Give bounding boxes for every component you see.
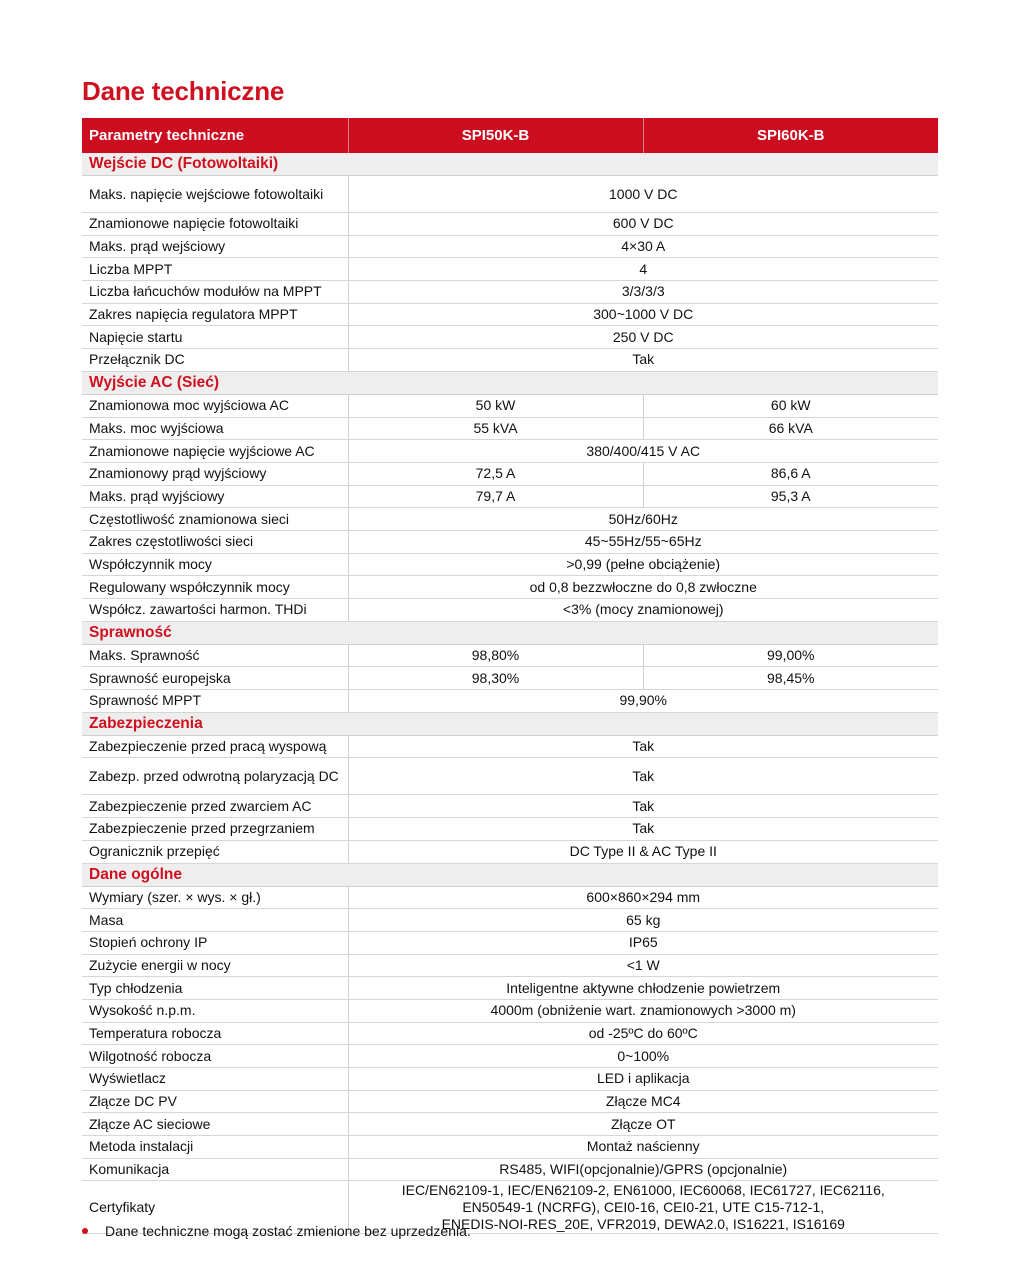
table-row bbox=[82, 394, 938, 417]
value-spi50k: 50 kW bbox=[348, 394, 643, 417]
value-shared: Tak bbox=[348, 735, 938, 758]
value-spi50k: 98,30% bbox=[348, 667, 643, 690]
value-shared: Złącze MC4 bbox=[348, 1090, 938, 1113]
table-row bbox=[82, 886, 938, 909]
header-model-spi50k: SPI50K-B bbox=[348, 118, 643, 153]
certificate-line: EN50549-1 (NCRFG), CEI0-16, CEI0-21, UTE C15-712-1, bbox=[462, 1198, 825, 1215]
row-label: Maks. prąd wyjściowy bbox=[82, 485, 348, 508]
row-label: Wilgotność robocza bbox=[82, 1045, 348, 1068]
value-spi60k: 95,3 A bbox=[643, 485, 938, 508]
value-shared: Montaż naścienny bbox=[348, 1136, 938, 1159]
table-row bbox=[82, 530, 938, 553]
page-title: Dane techniczne bbox=[82, 76, 285, 106]
row-label: Maks. moc wyjściowa bbox=[82, 417, 348, 440]
table-row bbox=[82, 1090, 938, 1113]
value-shared: 0~100% bbox=[348, 1045, 938, 1068]
row-label: Stopień ochrony IP bbox=[82, 931, 348, 954]
row-label: Znamionowa moc wyjściowa AC bbox=[82, 394, 348, 417]
section-header-row bbox=[82, 371, 938, 394]
value-shared: 4000m (obniżenie wart. znamionowych >3000 m) bbox=[348, 999, 938, 1022]
table-row bbox=[82, 576, 938, 599]
value-spi60k: 60 kW bbox=[643, 394, 938, 417]
row-label: Komunikacja bbox=[82, 1158, 348, 1181]
row-label: Wymiary (szer. × wys. × gł.) bbox=[82, 886, 348, 909]
value-shared: <1 W bbox=[348, 954, 938, 977]
value-shared: LED i aplikacja bbox=[348, 1068, 938, 1091]
table-row bbox=[82, 1045, 938, 1068]
value-shared: 1000 V DC bbox=[348, 176, 938, 213]
table-row bbox=[82, 758, 938, 795]
value-shared: Tak bbox=[348, 818, 938, 841]
table-row bbox=[82, 999, 938, 1022]
value-shared: IP65 bbox=[348, 931, 938, 954]
value-spi50k: 55 kVA bbox=[348, 417, 643, 440]
section-header-row bbox=[82, 153, 938, 176]
row-label: Przełącznik DC bbox=[82, 349, 348, 372]
table-row bbox=[82, 931, 938, 954]
value-spi60k: 66 kVA bbox=[643, 417, 938, 440]
value-spi60k: 99,00% bbox=[643, 644, 938, 667]
value-spi50k: 72,5 A bbox=[348, 462, 643, 485]
row-label: Liczba łańcuchów modułów na MPPT bbox=[82, 281, 348, 304]
row-label: Liczba MPPT bbox=[82, 258, 348, 281]
table-row bbox=[82, 1113, 938, 1136]
table-row bbox=[82, 303, 938, 326]
table-row bbox=[82, 326, 938, 349]
value-shared: Tak bbox=[348, 349, 938, 372]
table-row bbox=[82, 735, 938, 758]
table-row bbox=[82, 462, 938, 485]
value-shared: 3/3/3/3 bbox=[348, 281, 938, 304]
value-shared: 4 bbox=[348, 258, 938, 281]
value-shared: 250 V DC bbox=[348, 326, 938, 349]
value-shared: 380/400/415 V AC bbox=[348, 440, 938, 463]
table-row bbox=[82, 417, 938, 440]
table-row bbox=[82, 954, 938, 977]
value-shared: 50Hz/60Hz bbox=[348, 508, 938, 531]
value-shared: 600×860×294 mm bbox=[348, 886, 938, 909]
header-parameters: Parametry techniczne bbox=[82, 118, 348, 153]
table-row bbox=[82, 553, 938, 576]
spec-table-body bbox=[82, 153, 938, 1234]
row-label: Zakres częstotliwości sieci bbox=[82, 530, 348, 553]
footnote-text: Dane techniczne mogą zostać zmienione bez uprzedzenia. bbox=[105, 1223, 471, 1239]
value-spi60k: 86,6 A bbox=[643, 462, 938, 485]
table-row bbox=[82, 1068, 938, 1091]
section-title: Dane ogólne bbox=[82, 863, 938, 886]
value-shared: od 0,8 bezzwłoczne do 0,8 zwłoczne bbox=[348, 576, 938, 599]
table-row bbox=[82, 644, 938, 667]
table-row bbox=[82, 1022, 938, 1045]
value-shared: RS485, WIFI(opcjonalnie)/GPRS (opcjonalnie) bbox=[348, 1158, 938, 1181]
row-label: Napięcie startu bbox=[82, 326, 348, 349]
table-row bbox=[82, 281, 938, 304]
value-shared: Tak bbox=[348, 795, 938, 818]
bullet-icon bbox=[82, 1228, 88, 1234]
row-label: Maks. napięcie wejściowe fotowoltaiki bbox=[82, 176, 348, 213]
section-header-row bbox=[82, 863, 938, 886]
header-model-spi60k: SPI60K-B bbox=[643, 118, 938, 153]
row-label: Maks. prąd wejściowy bbox=[82, 235, 348, 258]
table-row bbox=[82, 599, 938, 622]
row-label: Typ chłodzenia bbox=[82, 977, 348, 1000]
table-row bbox=[82, 667, 938, 690]
row-label: Sprawność MPPT bbox=[82, 690, 348, 713]
table-row bbox=[82, 213, 938, 236]
row-label: Złącze DC PV bbox=[82, 1090, 348, 1113]
spec-table bbox=[82, 118, 938, 1234]
value-shared: 4×30 A bbox=[348, 235, 938, 258]
value-shared: 45~55Hz/55~65Hz bbox=[348, 530, 938, 553]
row-label: Znamionowe napięcie fotowoltaiki bbox=[82, 213, 348, 236]
table-row bbox=[82, 176, 938, 213]
row-label: Znamionowe napięcie wyjściowe AC bbox=[82, 440, 348, 463]
row-label: Certyfikaty bbox=[82, 1181, 348, 1234]
section-header-row bbox=[82, 621, 938, 644]
table-header-row bbox=[82, 118, 938, 153]
value-shared: 300~1000 V DC bbox=[348, 303, 938, 326]
table-row bbox=[82, 1158, 938, 1181]
table-row bbox=[82, 485, 938, 508]
table-row bbox=[82, 840, 938, 863]
table-row bbox=[82, 349, 938, 372]
table-row bbox=[82, 690, 938, 713]
section-title: Wyjście AC (Sieć) bbox=[82, 371, 938, 394]
row-label: Złącze AC sieciowe bbox=[82, 1113, 348, 1136]
table-row bbox=[82, 235, 938, 258]
table-row bbox=[82, 508, 938, 531]
table-row bbox=[82, 909, 938, 932]
section-header-row bbox=[82, 712, 938, 735]
value-shared: 99,90% bbox=[348, 690, 938, 713]
value-spi60k: 98,45% bbox=[643, 667, 938, 690]
section-title: Zabezpieczenia bbox=[82, 712, 938, 735]
table-row bbox=[82, 440, 938, 463]
row-label: Zabezpieczenie przed pracą wyspową bbox=[82, 735, 348, 758]
row-label: Wyświetlacz bbox=[82, 1068, 348, 1091]
value-shared: <3% (mocy znamionowej) bbox=[348, 599, 938, 622]
certificate-line: ENEDIS-NOI-RES_20E, VFR2019, DEWA2.0, IS16221, IS16169 bbox=[441, 1215, 845, 1232]
footnote bbox=[82, 1223, 471, 1239]
row-label: Wysokość n.p.m. bbox=[82, 999, 348, 1022]
row-label: Sprawność europejska bbox=[82, 667, 348, 690]
value-shared: 600 V DC bbox=[348, 213, 938, 236]
value-spi50k: 79,7 A bbox=[348, 485, 643, 508]
value-shared: >0,99 (pełne obciążenie) bbox=[348, 553, 938, 576]
table-row bbox=[82, 1136, 938, 1159]
row-label: Współcz. zawartości harmon. THDi bbox=[82, 599, 348, 622]
row-label: Zabezpieczenie przed zwarciem AC bbox=[82, 795, 348, 818]
value-spi50k: 98,80% bbox=[348, 644, 643, 667]
row-label: Częstotliwość znamionowa sieci bbox=[82, 508, 348, 531]
value-shared: Tak bbox=[348, 758, 938, 795]
value-shared: 65 kg bbox=[348, 909, 938, 932]
value-shared: DC Type II & AC Type II bbox=[348, 840, 938, 863]
row-label: Regulowany współczynnik mocy bbox=[82, 576, 348, 599]
row-label: Maks. Sprawność bbox=[82, 644, 348, 667]
row-label: Ogranicznik przepięć bbox=[82, 840, 348, 863]
row-label: Metoda instalacji bbox=[82, 1136, 348, 1159]
value-shared: Inteligentne aktywne chłodzenie powietrzem bbox=[348, 977, 938, 1000]
row-label: Temperatura robocza bbox=[82, 1022, 348, 1045]
table-row bbox=[82, 258, 938, 281]
table-row bbox=[82, 977, 938, 1000]
row-label: Zabezp. przed odwrotną polaryzacją DC bbox=[82, 758, 348, 795]
row-label: Zabezpieczenie przed przegrzaniem bbox=[82, 818, 348, 841]
certificate-line: IEC/EN62109-1, IEC/EN62109-2, EN61000, IEC60068, IEC61727, IEC62116, bbox=[401, 1181, 885, 1198]
value-shared: Złącze OT bbox=[348, 1113, 938, 1136]
row-label: Współczynnik mocy bbox=[82, 553, 348, 576]
section-title: Wejście DC (Fotowoltaiki) bbox=[82, 153, 938, 176]
row-label: Zużycie energii w nocy bbox=[82, 954, 348, 977]
table-row bbox=[82, 818, 938, 841]
table-row bbox=[82, 795, 938, 818]
row-label: Masa bbox=[82, 909, 348, 932]
section-title: Sprawność bbox=[82, 621, 938, 644]
value-shared: od -25ºC do 60ºC bbox=[348, 1022, 938, 1045]
row-label: Zakres napięcia regulatora MPPT bbox=[82, 303, 348, 326]
row-label: Znamionowy prąd wyjściowy bbox=[82, 462, 348, 485]
